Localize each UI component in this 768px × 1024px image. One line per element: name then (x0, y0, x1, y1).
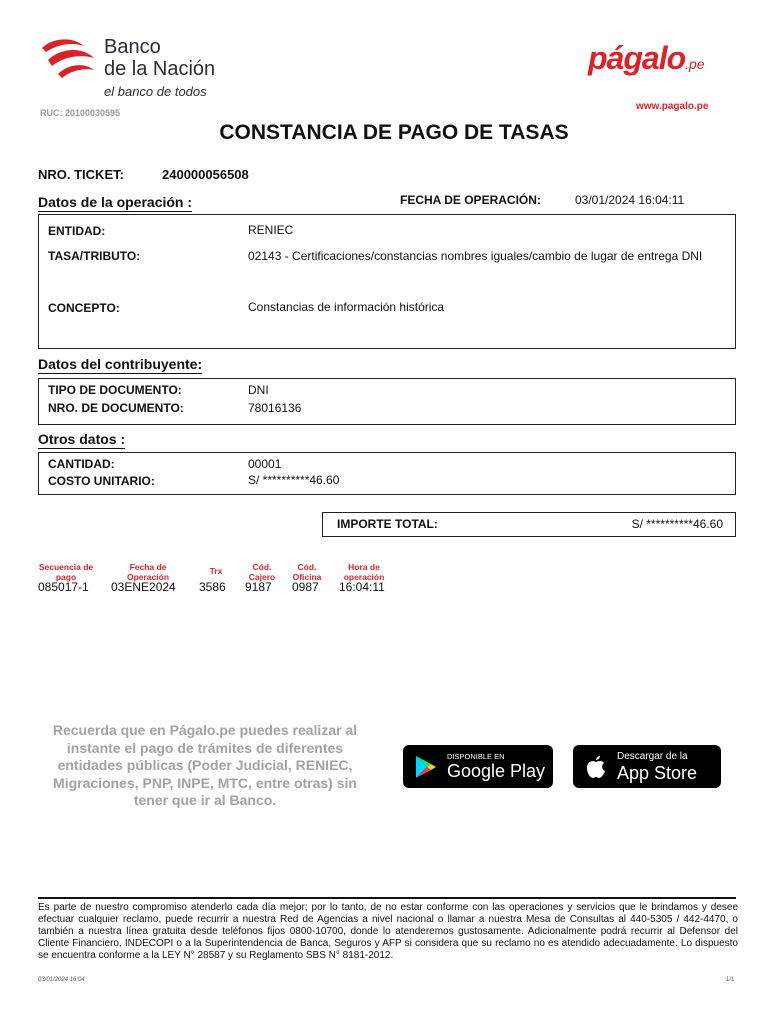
tasa-value: 02143 - Certificaciones/constancias nombres iguales/cambio de lugar de entrega DNI (248, 249, 703, 263)
bank-name-line1: Banco (104, 36, 161, 58)
operation-date-label: FECHA DE OPERACIÓN: (400, 193, 541, 207)
app-store-button[interactable] (573, 745, 721, 788)
pagalo-suffix: .pe (685, 56, 705, 72)
trx-value-office: 0987 (292, 580, 319, 594)
total-label: IMPORTE TOTAL: (337, 517, 438, 531)
app-store-big-text: App Store (617, 762, 698, 783)
trx-value-cashier: 9187 (245, 580, 272, 594)
trx-header-trx: Trx (209, 566, 223, 576)
print-date: 03/01/2024 16:04 (38, 977, 85, 983)
contributor-box (38, 378, 736, 425)
google-play-small-text: DISPONIBLE EN (447, 752, 505, 761)
contributor-section-title: Datos del contribuyente: (38, 356, 203, 372)
operation-date-value: 03/01/2024 16:04:11 (575, 193, 685, 207)
footer-divider (38, 897, 736, 899)
banco-de-la-nacion-logo-icon (38, 36, 98, 80)
promo-text: Recuerda que en Págalo.pe puedes realizar al instante el pago de trámites de diferentes entidades públicas (Poder Judicial, RENIEC, Migraciones, PNP, INPE, MTC, entre otras) sin tener que ir al Banco. (52, 722, 358, 808)
doc-type-value: DNI (248, 383, 269, 397)
other-box (38, 452, 736, 495)
app-store-small-text: Descargar de la (617, 750, 688, 762)
costo-value: S/ **********46.60 (248, 473, 340, 487)
trx-value-date: 03ENE2024 (111, 580, 176, 594)
ticket-value: 240000056508 (162, 167, 249, 182)
trx-header-date: Fecha de Operación (126, 562, 170, 582)
trx-header-cashier: Cód. Cajero (248, 562, 276, 582)
operation-box (38, 214, 736, 349)
tasa-label: TASA/TRIBUTO: (48, 249, 141, 263)
total-value: S/ **********46.60 (631, 517, 723, 531)
concepto-label: CONCEPTO: (48, 301, 120, 315)
entidad-label: ENTIDAD: (48, 224, 106, 238)
google-play-big-text: Google Play (447, 761, 546, 781)
bank-name (104, 36, 215, 80)
bank-name-line2: de la Nación (104, 58, 216, 80)
apple-icon (585, 754, 607, 780)
pagalo-logo (588, 40, 705, 77)
entidad-value: RENIEC (248, 223, 294, 237)
ruc-number: RUC: 20100030595 (40, 108, 121, 118)
google-play-icon (415, 755, 437, 779)
doc-number-label: NRO. DE DOCUMENTO: (48, 401, 184, 415)
costo-label: COSTO UNITARIO: (48, 474, 155, 488)
pagalo-url-link[interactable]: www.pagalo.pe (636, 101, 709, 112)
ticket-label: NRO. TICKET: (38, 167, 124, 182)
concepto-value: Constancias de información histórica (248, 300, 445, 314)
trx-header-sequence: Secuencia de pago (38, 562, 94, 582)
trx-value-time: 16:04:11 (339, 580, 385, 594)
operation-section-title: Datos de la operación : (38, 194, 193, 210)
trx-header-office: Cód. Oficina (292, 562, 322, 582)
footer-legal-text: Es parte de nuestro compromiso atenderlo cada día mejor; por lo tanto, de no estar conforme con las operaciones y servicios que le brindamos y desee efectuar cualquier reclamo, puede recurrir a nuestra Red de Agencias a nivel nacional o llamar a nuestra Mesa de Consultas al 440-5305 / 442-4470, o también a nuestra línea gratuita desde teléfonos fijos 0800-10700, donde lo atenderemos gustosamente. Adicionalmente podrá recurrir al Defensor del Cliente Financiero, INDECOPI o a la Superintendencia de Banca, Seguros y AFP si considera que su reclamo no es atendido adecuadamente. Lo dispuesto se encuentra conforme a la LEY N° 28587 y su Reglamento SBS N° 8181-2012. (38, 902, 738, 961)
bank-slogan: el banco de todos (104, 84, 207, 99)
other-section-title: Otros datos : (38, 431, 126, 447)
trx-value-sequence: 085017-1 (38, 580, 89, 594)
google-play-button[interactable] (403, 745, 553, 788)
doc-type-label: TIPO DE DOCUMENTO: (48, 383, 182, 397)
trx-header-time: Hora de operación (343, 562, 385, 582)
page-number: 1/1 (726, 977, 735, 983)
doc-number-value: 78016136 (248, 401, 302, 415)
cantidad-label: CANTIDAD: (48, 457, 115, 471)
cantidad-value: 00001 (248, 457, 282, 471)
trx-value-trx: 3586 (199, 580, 226, 594)
document-title: CONSTANCIA DE PAGO DE TASAS (219, 121, 569, 144)
total-box (322, 512, 736, 537)
pagalo-brand: págalo (588, 40, 686, 76)
